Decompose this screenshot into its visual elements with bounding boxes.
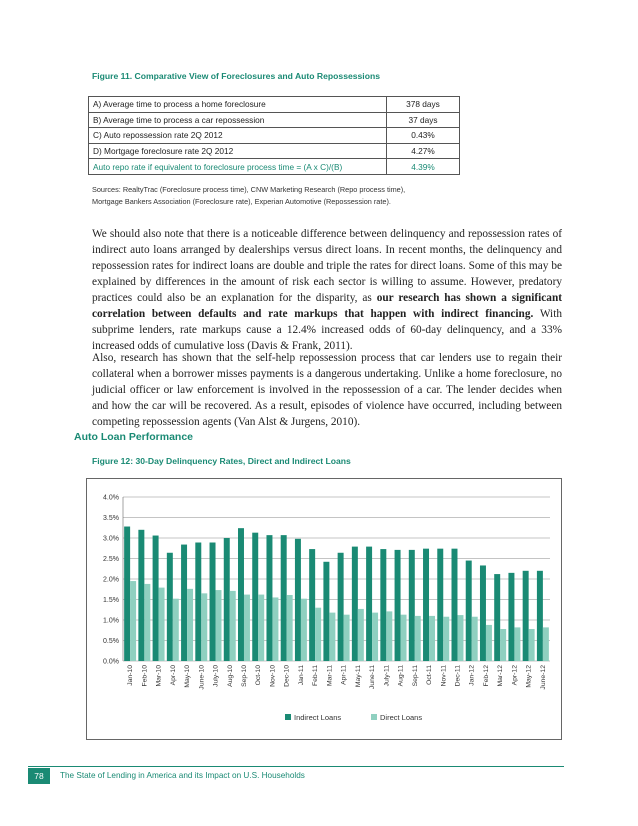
x-tick-label: May-10 <box>184 665 192 688</box>
bar-indirect <box>281 535 287 661</box>
bar-indirect <box>295 539 301 661</box>
bar-indirect <box>437 549 443 661</box>
x-tick-label: Mar-11 <box>326 665 334 687</box>
x-tick-label: Aug-10 <box>226 665 234 687</box>
bar-direct <box>543 627 549 661</box>
comparison-table <box>88 96 460 175</box>
bar-indirect <box>153 536 159 661</box>
x-tick-label: Oct-11 <box>426 665 434 685</box>
legend-label: Indirect Loans <box>294 713 342 722</box>
bar-direct <box>344 615 350 661</box>
bar-direct <box>358 609 364 661</box>
y-tick-label: 1.0% <box>103 617 119 625</box>
x-tick-label: Dec-11 <box>454 665 462 687</box>
y-tick-label: 2.0% <box>103 576 119 584</box>
bar-indirect <box>466 561 472 661</box>
table-row <box>89 97 460 113</box>
body-paragraph: Also, research has shown that the self-help repossession process that car lenders use to regain their collateral when a borrower misses payments is a dangerous undertaking. Unlike a home foreclosure, no judicial officer or law enforcement is involved in the repossession of a car. The lender decides when and how the car will be recovered. As a result, episodes of violence have occurred, including between competing repossession agents (Van Alst & Jurgens, 2010). <box>92 352 562 428</box>
x-tick-label: Oct-10 <box>255 665 263 686</box>
bar-direct <box>315 608 321 661</box>
bar-indirect <box>508 573 514 661</box>
y-tick-label: 2.5% <box>103 556 119 563</box>
bar-direct <box>472 617 478 661</box>
bar-indirect <box>138 530 144 661</box>
bar-indirect <box>409 550 415 661</box>
y-tick-label: 3.5% <box>103 515 119 522</box>
table-row <box>89 128 460 144</box>
figure-12-title: Figure 12: 30-Day Delinquency Rates, Direct and Indirect Loans <box>92 456 351 466</box>
bar-indirect <box>224 538 230 661</box>
y-tick-label: 4.0% <box>103 494 119 502</box>
bar-direct <box>514 627 520 661</box>
bar-direct <box>301 599 307 661</box>
bar-direct <box>130 581 136 661</box>
bar-indirect <box>537 571 543 661</box>
row-value: 4.27% <box>387 143 460 159</box>
x-tick-label: Feb-11 <box>312 665 320 687</box>
bar-direct <box>386 611 392 661</box>
y-tick-label: 1.5% <box>103 597 119 604</box>
x-tick-label: Apr-10 <box>169 665 177 686</box>
x-tick-label: July-11 <box>383 665 391 687</box>
bar-indirect <box>366 547 372 661</box>
chart-frame <box>86 478 562 740</box>
bar-direct <box>329 613 335 661</box>
bar-indirect <box>124 527 130 661</box>
bar-indirect <box>494 574 500 661</box>
x-tick-label: Apr-12 <box>511 665 519 686</box>
x-tick-label: July-10 <box>212 665 220 687</box>
row-label: C) Auto repossession rate 2Q 2012 <box>89 128 387 144</box>
row-label: D) Mortgage foreclosure rate 2Q 2012 <box>89 143 387 159</box>
bar-direct <box>258 595 264 661</box>
bar-direct <box>500 629 506 661</box>
bar-direct <box>529 629 535 661</box>
footer-rule <box>28 766 564 767</box>
row-value: 4.39% <box>387 159 460 175</box>
bar-indirect <box>181 545 187 661</box>
row-value: 37 days <box>387 112 460 128</box>
paragraph-text: With subprime lenders, rate markups cause a 12.4% increased odds of 60-day delinquency, and a 33% increased odds of cumulative loss (Davis & Frank, 2011). <box>92 308 562 352</box>
y-tick-label: 0.0% <box>103 658 119 666</box>
bar-direct <box>443 617 449 661</box>
legend-swatch <box>371 714 377 720</box>
legend-label: Direct Loans <box>380 713 423 722</box>
bar-indirect <box>523 571 529 661</box>
section-heading: Auto Loan Performance <box>74 431 194 443</box>
bar-indirect <box>352 547 358 661</box>
x-tick-label: Feb-10 <box>141 665 149 687</box>
footer-title: The State of Lending in America and its Impact on U.S. Households <box>60 771 305 780</box>
x-tick-label: Jan-12 <box>468 665 476 686</box>
bar-indirect <box>395 550 401 661</box>
sources-line: Mortgage Bankers Association (Foreclosure rate), Experian Automotive (Repossession rate). <box>92 197 391 206</box>
paragraph-emphasis: our research has shown a significant correlation between defaults and rate markups that happen with indirect financing. <box>92 292 563 320</box>
bar-direct <box>144 584 150 661</box>
bar-indirect <box>210 543 216 661</box>
bar-indirect <box>323 562 329 661</box>
table-row <box>89 143 460 159</box>
y-tick-label: 0.5% <box>103 638 119 645</box>
bar-indirect <box>380 549 386 661</box>
bar-direct <box>486 625 492 661</box>
delinquency-bar-chart <box>87 479 561 739</box>
bar-indirect <box>452 549 458 661</box>
x-tick-label: Jan-10 <box>127 665 135 686</box>
bar-direct <box>287 595 293 661</box>
bar-indirect <box>423 549 429 661</box>
row-label: Auto repo rate if equivalent to foreclosure process time = (A x C)/(B) <box>89 159 387 175</box>
bar-indirect <box>266 535 272 661</box>
bar-direct <box>187 589 193 661</box>
bar-direct <box>216 590 222 661</box>
row-value: 378 days <box>387 97 460 113</box>
row-label: B) Average time to process a car repossession <box>89 112 387 128</box>
bar-direct <box>272 597 278 661</box>
x-tick-label: Sep-10 <box>240 665 248 687</box>
sources-note <box>92 184 512 208</box>
page-number: 78 <box>28 768 50 784</box>
x-tick-label: Nov-11 <box>440 665 448 687</box>
x-tick-label: Nov-10 <box>269 665 277 687</box>
x-tick-label: Feb-12 <box>482 665 490 687</box>
x-tick-label: Sep-11 <box>411 665 419 687</box>
bar-direct <box>457 615 463 661</box>
bar-indirect <box>480 565 486 661</box>
bar-direct <box>244 595 250 661</box>
bar-direct <box>372 613 378 661</box>
bar-direct <box>429 616 435 661</box>
bar-indirect <box>238 528 244 661</box>
paragraph-text: We should also note that there is a noticeable difference between delinquency and repossession rates of indirect auto loans arranged by dealerships versus direct loans. In recent months, the delinquency and repossession rates for indirect loans are double and triple the rates for direct loans. Some of this may be explained by differences in the amount of risk each sector is willing to assume. However, predatory practices could also be an explanation for the disparity, as <box>92 228 562 304</box>
table-row <box>89 112 460 128</box>
x-tick-label: June-11 <box>369 665 377 690</box>
x-tick-label: Mar-12 <box>497 665 505 687</box>
legend-swatch <box>285 714 291 720</box>
x-tick-label: Dec-10 <box>283 665 291 687</box>
row-label: A) Average time to process a home foreclosure <box>89 97 387 113</box>
x-tick-label: Aug-11 <box>397 665 405 687</box>
table-row-highlight <box>89 159 460 175</box>
x-tick-label: Jan-11 <box>297 665 305 686</box>
bar-direct <box>230 591 236 661</box>
bar-direct <box>173 599 179 661</box>
bar-indirect <box>167 553 173 661</box>
body-paragraph <box>92 226 562 354</box>
x-tick-label: May-12 <box>525 665 533 688</box>
bar-indirect <box>309 549 315 661</box>
x-tick-label: Apr-11 <box>340 665 348 685</box>
x-tick-label: June-10 <box>198 665 206 690</box>
bar-indirect <box>252 533 258 661</box>
row-value: 0.43% <box>387 128 460 144</box>
bar-indirect <box>195 543 201 661</box>
x-tick-label: May-11 <box>354 665 362 688</box>
bar-indirect <box>338 553 344 661</box>
y-tick-label: 3.0% <box>103 535 119 543</box>
bar-direct <box>159 588 165 661</box>
sources-line: Sources: RealtyTrac (Foreclosure process time), CNW Marketing Research (Repo process time), <box>92 185 406 194</box>
x-tick-label: Mar-10 <box>155 665 163 687</box>
bar-direct <box>401 615 407 661</box>
x-tick-label: June-12 <box>539 665 547 690</box>
figure-11-title: Figure 11. Comparative View of Foreclosures and Auto Repossessions <box>92 71 380 81</box>
bar-direct <box>415 616 421 661</box>
bar-direct <box>201 593 207 661</box>
